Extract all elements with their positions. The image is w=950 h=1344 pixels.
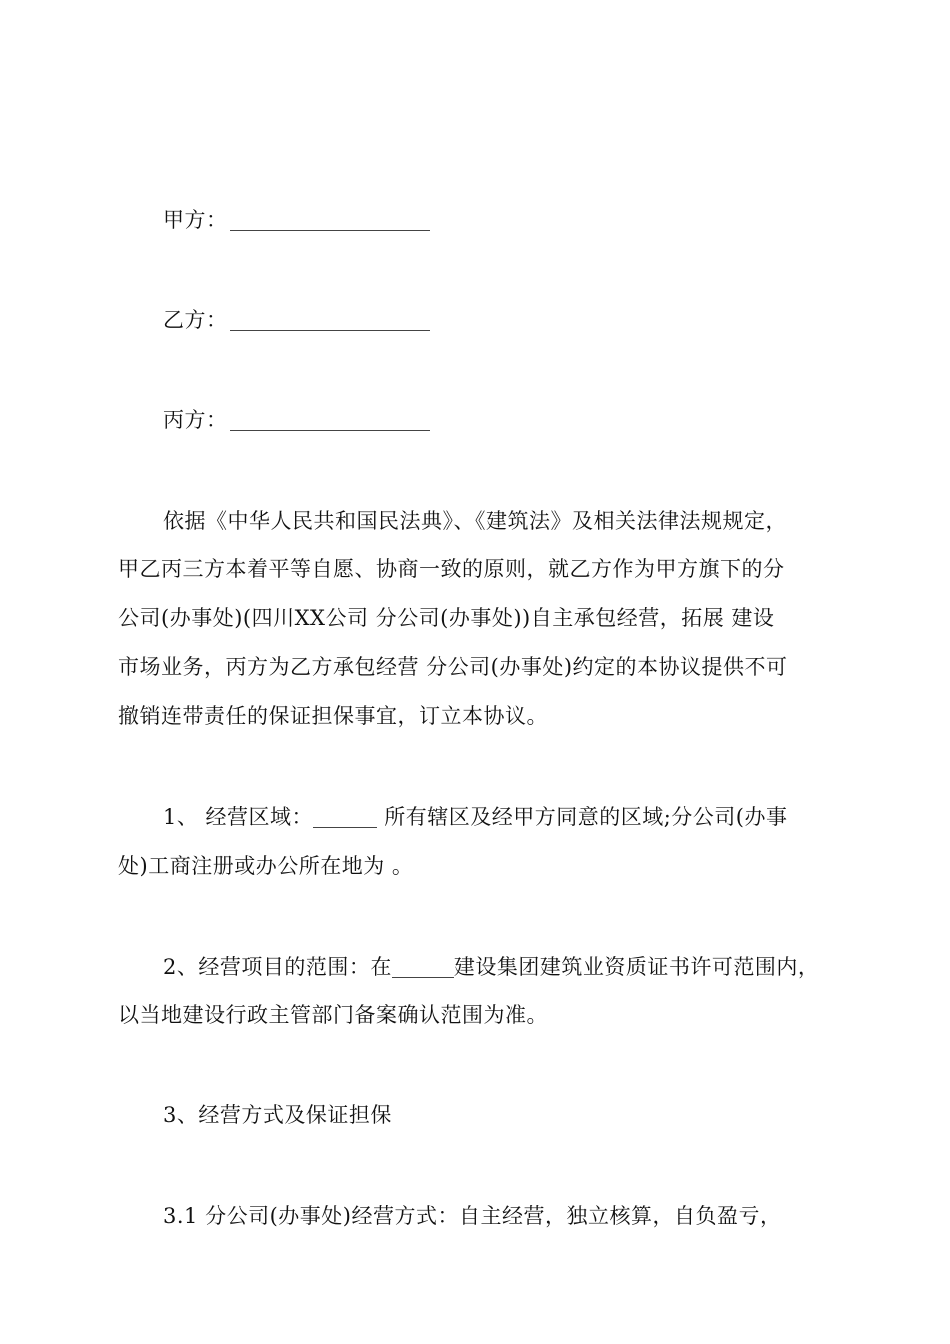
party-b-blank (230, 308, 430, 331)
clause-1-blank (313, 807, 377, 828)
preamble-line-1: 依据《中华人民共和国民法典》、《建筑法》及相关法律法规规定， (163, 509, 787, 533)
clause-2-suffix: 建设集团建筑业资质证书许可范围内， (453, 955, 820, 979)
preamble-line-4: 市场业务，丙方为乙方承包经营 分公司(办事处)约定的本协议提供不可 (118, 655, 788, 679)
party-c-label: 丙方： (163, 408, 228, 432)
preamble-line-5: 撤销连带责任的保证担保事宜，订立本协议。 (118, 704, 548, 728)
clause-2-blank (392, 957, 454, 978)
clause-1-prefix: 1、 经营区域： (163, 805, 314, 829)
clause-2-line-1 (163, 952, 883, 982)
party-c-blank (230, 408, 430, 431)
clause-3-1-line: 3.1 分公司(办事处)经营方式：自主经营，独立核算，自负盈亏， (163, 1204, 782, 1228)
party-a-row (163, 205, 883, 235)
preamble-line-2: 甲乙丙三方本着平等自愿、协商一致的原则，就乙方作为甲方旗下的分 (118, 557, 785, 581)
party-a-blank (230, 208, 430, 231)
clause-1-suffix: 所有辖区及经甲方同意的区域;分公司(办事 (377, 805, 788, 829)
clause-1-line-2: 处)工商注册或办公所在地为 。 (118, 854, 414, 878)
clause-2-line-2: 以当地建设行政主管部门备案确认范围为准。 (118, 1003, 548, 1027)
party-c-row (163, 405, 883, 435)
clause-3-title: 3、经营方式及保证担保 (163, 1103, 392, 1127)
clause-2-prefix: 2、经营项目的范围：在 (163, 955, 392, 979)
party-b-row (163, 305, 883, 335)
preamble-line-3: 公司(办事处)(四川XX公司 分公司(办事处))自主承包经营，拓展 建设 (118, 606, 775, 630)
party-a-label: 甲方： (163, 208, 228, 232)
clause-1-line-1 (163, 802, 883, 832)
party-b-label: 乙方： (163, 308, 228, 332)
